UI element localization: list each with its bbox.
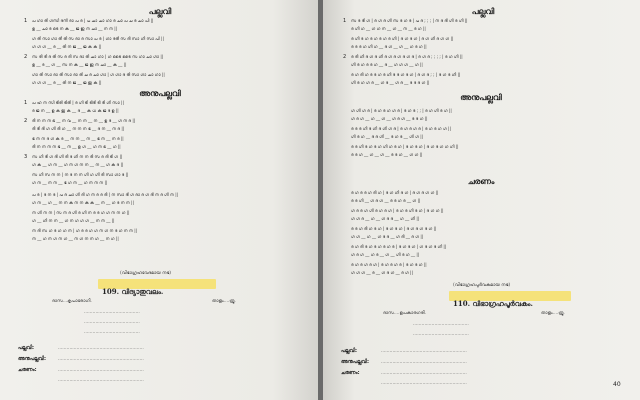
left-line: ന ദി സ ഗ ദ ഗ ഗ ന | ഗ ദ ദ ഗ ഗ ന ഗ ന ദ ഗ ന ന ||	[32, 228, 138, 233]
left-line: ഗ ഗ ഗ __ ദ __ രി ന ജ __ ജ ക ക ||	[32, 44, 102, 49]
right-anupallavi-heading: അനുപല്ലവി	[460, 92, 502, 102]
right-line: ഗ ഗ ദ __ ഗ __ ഗ ദ ദ __ ഗ __ ഗി ||	[351, 216, 420, 221]
right-line: ദ ദ ഗി __ ഗ ദ ഗ __ ദ ദ ഗ ദ __ ഗ ||	[351, 198, 421, 203]
left-line: ന ഗി ന ന | സ ന ദ ഗി ദ ഗി ന ദ ദ ഗ ഗ ന ന ഗ ||	[32, 210, 130, 215]
left-line: പ ദ | ദ ന ദ | പ ദ ചാ ഗി ദി ഗ ന ദ ദ ദി | ന സാ ദി ഗ ദാ ദ ഗ ദി ന ദ ഗി ന ||	[32, 192, 179, 197]
right-line: ദ ഗ ദ ഗ ദ ഗ | ദ ഗ ദ ഗ ദ | ദ ഗ ദ ഗ ||	[351, 262, 427, 267]
right-footer-text: ............................................................	[381, 360, 467, 365]
left-num-1b: 1	[24, 100, 28, 106]
right-footer-text: .......................................	[413, 322, 469, 327]
right-line: ഗ ദ ഗ __ ഗ ദ __ ഗ __ ഗി ദ ഗ __ ||	[351, 252, 420, 257]
right-footer-text: ............................................................	[381, 349, 467, 354]
left-title: 109. വിദ്യാതുവലം.	[102, 287, 164, 296]
left-line: ഗ ക __ ഗ ന __ ഗ ന ഗ ന ന __ ന __ ഗ ക ദ ||	[32, 162, 124, 167]
left-raga-note: (വിഭാഗ്രഹവേദമായ നഭ)	[120, 271, 171, 276]
left-footer-anupallavi-label: അനുപല്ലവി:	[18, 356, 46, 362]
left-line: ഗ ന __ ന ന __ ഭ ഗ ന __ ഗ ന ന ന ||	[32, 180, 108, 185]
right-footer-text: ............................................................	[381, 371, 467, 376]
left-line: ഉ __ ദ __ ഗ __ സ ന ക __ ജ ഇ ന ചാ __ ക __ ||	[32, 62, 127, 67]
right-num-1: 1	[343, 18, 347, 24]
right-line: സ ദ ദി ഗ | ദ ഗ ദ ഗി സ ദ ഗ ദ | പ ദ ; ; ; | ന ദ ദി ഗി ദ ഗി ||	[351, 18, 468, 23]
left-num-2: 2	[24, 54, 28, 60]
left-line: പ ഹ ന സി ടിരി ടിരി | ദ ഗി ടി ടിദി ടി ദി ഗി സാ ||	[32, 100, 124, 105]
right-page	[323, 0, 640, 400]
left-line: ന __ ഗ ന ഗ ന ഗ __ ന ഗ ന ന ഗ __ ന ഗ ||	[32, 236, 119, 241]
left-line: ദി ന ന ന ഭ __ ന വ __ ന ന __ ന __ ഉ ദ __ ഗ ന ദ ||	[32, 118, 136, 123]
right-footer-pallavi-label: പല്ലവി:	[341, 348, 358, 354]
right-line: ഗി ദ ഗ __ ദ ദ ഗി __ ദ ഗ ദ __ ഗി ഗ ||	[351, 134, 424, 139]
right-page-number: 40	[613, 381, 621, 388]
right-charanam-heading: ചരണം	[467, 176, 495, 186]
left-line: പ ഗാ രി ഗസി ദനി ദാ പ ദ | പ ചാ ചാ ഗാ ദ ചാ പ ച ദ ചാ പി ||	[32, 18, 154, 23]
right-footer-text: ............................................................	[381, 381, 467, 386]
right-line: ദ ഗി ദ ഗ ദ ഗ ദ ഗ ദ ഗി | ദ ഗ ദ ഗ | ദ ഗ ഗി ദ ഗ ഗ ||	[351, 36, 454, 41]
left-line: ഗ ന __ ഗ __ ന ന ക ന ന ക ക __ ന __ ഗ ദ ന ന ||	[32, 200, 134, 205]
left-line: ഗാ രി സാ ദാ രി സാ ദാ രി ച ദ ചാ ഗാ | ഗ ഗാ ദ രി സാ ഗാ ചാ ഗാ ||	[32, 72, 165, 77]
left-line: സ രി ദി ദ രി സ ദ ദി സ ദാ രി ചാ ഗാ | ഗ ടൈ ടൈ സ ഗാ ചാ ഗാ ||	[32, 54, 164, 59]
right-line: ദ ഗി ഗ __ ഗ ഗ ന __ ഗ __ ന __ ദ ഗ ||	[351, 26, 426, 31]
left-footer-pallavi-label: പല്ലവി:	[18, 345, 35, 351]
right-title: 110. വിഭാഗ്രഹപൂർവകം.	[453, 299, 533, 308]
right-line: ദ ദ ദ ഗി ദ ഗി ദ ഗി ഗ ദ | ദ ഗ ദ ഗ ദ | ദ ഗ ദ ഗ ഗ ||	[351, 126, 451, 131]
right-footer-line1b: താളം....ത്രൂ.	[541, 311, 565, 316]
right-pallavi-heading: പല്ലവി	[471, 6, 495, 16]
right-footer-line1: ദാസ....ഉപകാരഗരി.	[383, 311, 426, 316]
right-line: ഗ ദ ദ ഗ ഗി ദ ഗ ദ ഗ | ദ ഗ ദ ഗി ദ ഗ | ദ ഗ ഗ ||	[351, 208, 444, 213]
right-line: ദ ഗ ദ ദ ഗ ദി ഗ | ദ ഗ ഗി ദ ഗ | ദ ഗ ദ ഗ ഗ ||	[351, 190, 439, 195]
right-line: ദ ദ ഗ __ ഗ __ ഗ __ ദ ദ ഗ __ ഗ ഗ ||	[351, 152, 423, 157]
right-title-highlight	[449, 291, 571, 308]
left-footer-line1b: താളം....ത്രൂ.	[212, 299, 236, 304]
right-footer-charanam-label: ചരണം:	[341, 370, 360, 376]
right-footer-anupallavi-label: അനുപല്ലവി:	[341, 359, 369, 365]
right-raga-note: (വിഭാഗ്രഹപൂർവകമായ നഭ)	[453, 283, 511, 288]
left-line: ഭ ന ന ദ ഗ ക ദ __ ന ന __ ന __ ഭ ന __ ന ദ ||	[32, 136, 124, 141]
left-anupallavi-heading: അനുപല്ലവി	[139, 88, 181, 98]
left-line: സ ഗി സ ന ന | ന ദ ന ന ഗി ഗ ഗി ദി സാ ഗാ ദ ||	[32, 172, 129, 177]
right-line: ഗ ദ ഗ __ ഗ __ ഗ __ ഗ ദ ഗ __ ദ ദ ഗ ||	[351, 116, 428, 121]
right-num-2: 2	[343, 54, 347, 60]
left-num-1: 1	[24, 18, 28, 24]
left-line: ഗ ഗ ഗ __ ദ __ രി ന ജ __ ജ ഇ ക ||	[32, 80, 102, 85]
left-title-highlight	[98, 279, 216, 296]
left-line: ദ ജ ന __ ഉ ക ഇ ക __ ദ __ ക ധ ക ജ ദ ഉ ||	[32, 108, 119, 113]
left-line: ഉ __ ചാ ദ ടെ ന ക __ ജ ഇ ന ചാ __ ന ന ||	[32, 26, 118, 31]
left-footer-text: ............................................................	[58, 378, 144, 383]
right-line: ഗ ഗി ഗ ദ | ദ ഗ ദ ഗ ഗ ദ | ദ ഗ ദ ; ; | ദ ഗ ഗി ദ ഗ ||	[351, 108, 452, 113]
left-footer-text: .......................................	[84, 310, 140, 315]
left-num-2b: 2	[24, 118, 28, 124]
right-line: ദ ദി ഗി ദ ഗ ദ ഗി ദ ഗ ദ ഗ ദ ഗ ദ | ദ ഗ ദ ; ; ; ; | ദ ഗ ഗി ||	[351, 54, 463, 59]
right-line: ദ ഗ ദി ഗ ദ ദ ഗ ദ ഗി ദ ദ ഗ ദ ഗ | ദ ഗ ദ ; ; | ദ ഗ ദ ഗി ||	[351, 72, 461, 77]
right-line: ദ ഗ ദി ദ ഗ ദ ഗ ദ ഗ ദ | ദ ഗ ദ ഗ | ഗ ദ ഗ ദ ഗി ||	[351, 244, 447, 249]
right-line: ഗി ദ ഗ ഗ ദ __ ഗ ദ __ ഗ ദ __ ദ ദ ദ ഗ ||	[351, 80, 430, 85]
left-footer-text: ............................................................	[58, 357, 144, 362]
right-line: ഗ ഗ ഗ __ ദ __ ഗ ദ ഗ __ ദ ഗ ||	[351, 270, 413, 275]
left-line: ഗ __ ഗി ന ന __ ഗ ന ഗ ഗ ഗ __ ന ന __ ||	[32, 218, 115, 223]
right-line: ദ ദ ഗ ദി ഗ ദ ഗ | ദ ഗ ദ ഗ | ദ ഗ ദ ഗ ദ ഗ ||	[351, 226, 437, 231]
right-line: ഗി ദ ഗ ദ ദ ഗ __ ദ __ ഗ ഗ ഗ __ ഗ ||	[351, 62, 423, 67]
right-footer-text: .......................................	[413, 332, 469, 337]
left-footer-text: ............................................................	[58, 368, 144, 373]
left-line: ദി ന ന ന ന ഭ __ ന __ ഉ ഗ __ ഗ ന ഭ __ ഗ ||	[32, 144, 121, 149]
left-footer-line1: ദാസ...കൃപാരോഗി.	[52, 299, 92, 304]
left-footer-charanam-label: ചരണം:	[18, 367, 37, 373]
left-footer-text: ............................................................	[58, 346, 144, 351]
left-line: ഗ രി സാ ഗാ രീ രി സ ദാ ദ സാ പ ദ | ഗാ ദരീ സ ദി സാ ഗി സാ പി ||	[32, 36, 164, 41]
left-footer-text: .......................................	[84, 320, 140, 325]
left-line: ദി ദി ദി ഗ ഗി ദി ഗ __ ന ന ന ഭ __ ദ ന __ ന ദ ||	[32, 126, 125, 131]
right-line: ഗ ഗ __ ഗ __ ഗ ദ ദ __ ഗ ദി __ ദ ഗ ||	[351, 234, 424, 239]
left-pallavi-heading: പല്ലവി	[148, 6, 172, 16]
left-footer-text: .......................................	[84, 330, 140, 335]
left-line: സ ഗി ദി ഗ ദി ഗി ദി ദ ഗി ന ന ദി സ ദ ദി ടി ഗ ||	[32, 154, 123, 159]
right-line: ദ ദ ഗി ദ ഗ ദ ഗ ഗി ഗ ദ ഗ | ദ ഗ ദ ഗ | ദ ഗ ദ ഗ ഗ ഗി ||	[351, 144, 459, 149]
left-num-3: 3	[24, 154, 28, 160]
right-line: ദ ദ ദ ഗ ഗി ഗ __ ദ ഗ __ ഗ __ ഗ ദ ഗ ||	[351, 44, 427, 49]
